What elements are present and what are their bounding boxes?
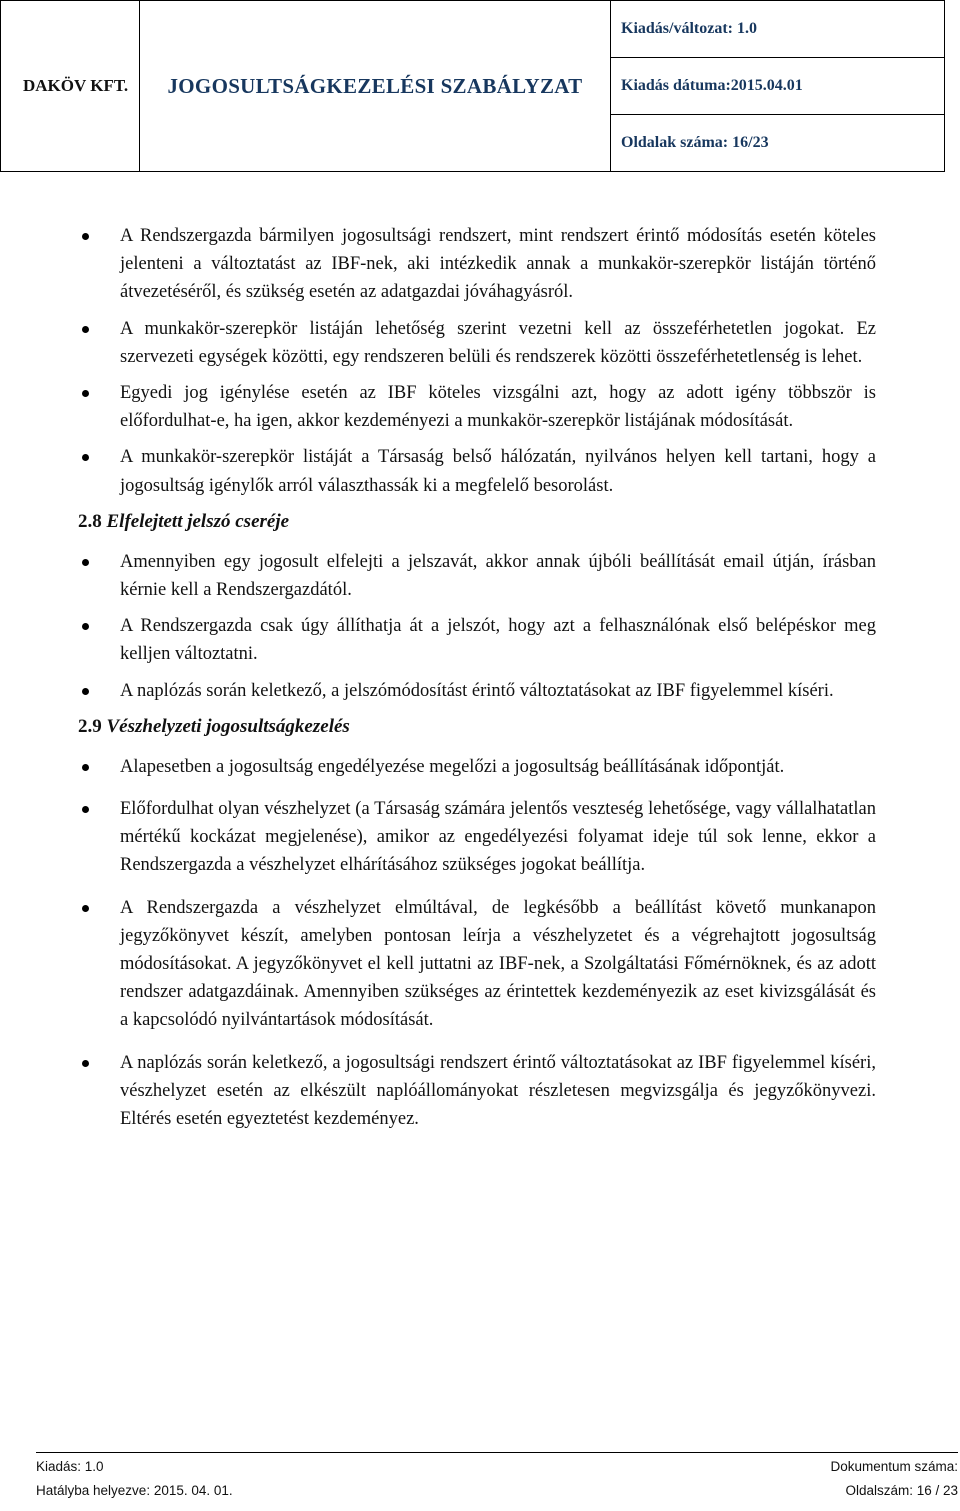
bullet-icon — [82, 764, 89, 771]
document-title: JOGOSULTSÁGKEZELÉSI SZABÁLYZAT — [140, 1, 611, 172]
document-footer — [36, 1452, 958, 1509]
header-page-count: Oldalak száma: 16/23 — [611, 115, 945, 172]
section-2-8-bullet-list — [78, 548, 876, 705]
bullet-icon — [82, 905, 89, 912]
list-item: A munkakör-szerepkör listáján lehetőség szerint vezetni kell az összeférhetetlen jogokat. Ez szervezeti egységek közötti, egy rendszeren belüli és rendszerek közötti összeférhetetlenség is lehet. — [78, 315, 876, 371]
list-item: A munkakör-szerepkör listáját a Társaság belső hálózatán, nyilvános helyen kell tartani, hogy a jogosultság igénylők arról választhassák ki a megfelelő besorolást. — [78, 443, 876, 499]
bullet-icon — [82, 326, 89, 333]
list-item: A Rendszergazda a vészhelyzet elmúltával, de legkésőbb a beállítást követő munkanapon jegyzőkönyvet készít, amelyben pontosan leírja a vészhelyzetet és a végrehajtott jogosultság módosításokat. A jegyzőkönyvet el kell juttatni az IBF-nek, a Szolgáltatási Főmérnöknek, és az adott rendszer adatgazdáinak. Amennyiben szükséges az érintettek kezdeményezik az eset kivizsgálását és a kapcsolódó nyilvántartások módosítását. — [78, 894, 876, 1035]
bullet-icon — [82, 623, 89, 630]
list-item: Alapesetben a jogosultság engedélyezése megelőzi a jogosultság beállításának időpontját. — [78, 753, 876, 781]
section-heading-2-8: 2.8 Elfelejtett jelszó cseréje — [78, 510, 290, 532]
header-version: Kiadás/változat: 1.0 — [611, 1, 945, 58]
list-item: A naplózás során keletkező, a jogosultsági rendszert érintő változtatásokat az IBF figyelemmel kíséri, vészhelyzet esetén az elkészült naplóállományokat részletesen megvizsgálja és jegyzőkönyvezi. Eltérés esetén egyeztetést kezdeményez. — [78, 1049, 876, 1134]
intro-bullet-list — [78, 222, 876, 500]
document-header — [0, 0, 945, 172]
bullet-icon — [82, 233, 89, 240]
list-item: A naplózás során keletkező, a jelszómódosítást érintő változtatásokat az IBF figyelemmel kíséri. — [78, 677, 876, 705]
section-heading-2-9: 2.9 Vészhelyzeti jogosultságkezelés — [78, 715, 350, 737]
bullet-icon — [82, 1060, 89, 1067]
bullet-icon — [82, 688, 89, 695]
document-body — [78, 222, 876, 1141]
bullet-icon — [82, 390, 89, 397]
bullet-icon — [82, 559, 89, 566]
footer-issue: Kiadás: 1.0 — [36, 1459, 104, 1474]
bullet-icon — [82, 454, 89, 461]
bullet-icon — [82, 806, 89, 813]
section-2-9-bullet-list — [78, 753, 876, 1133]
footer-page-number: Oldalszám: 16 / 23 — [845, 1483, 958, 1498]
company-name: DAKÖV KFT. — [1, 1, 140, 172]
list-item: Amennyiben egy jogosult elfelejti a jelszavát, akkor annak újbóli beállítását email útján, írásban kérnie kell a Rendszergazdától. — [78, 548, 876, 604]
list-item: Egyedi jog igénylése esetén az IBF köteles vizsgálni azt, hogy az adott igény többször is előfordulhat-e, ha igen, akkor kezdeményezi a munkakör-szerepkör listájának módosítását. — [78, 379, 876, 435]
header-date: Kiadás dátuma:2015.04.01 — [611, 58, 945, 115]
footer-effective-date: Hatályba helyezve: 2015. 04. 01. — [36, 1483, 233, 1498]
list-item: Előfordulhat olyan vészhelyzet (a Társaság számára jelentős veszteség lehetősége, vagy vállalhatatlan mértékű kockázat megjelenése), amikor az engedélyezési folyamat ideje túl sok lenne, ekkor a Rendszergazda a vészhelyzet elhárításához szükséges jogokat beállítja. — [78, 795, 876, 880]
list-item: A Rendszergazda csak úgy állíthatja át a jelszót, hogy azt a felhasználónak első belépéskor meg kelljen változtatni. — [78, 612, 876, 668]
footer-doc-number: Dokumentum száma: — [830, 1459, 958, 1474]
list-item: A Rendszergazda bármilyen jogosultsági rendszert, mint rendszert érintő módosítás esetén köteles jelenteni a változtatást az IBF-nek, aki intézkedik annak a munkakör-szerepkör listáján történő átvezetéséről, és szükség esetén az adatgazdai jóváhagyásról. — [78, 222, 876, 307]
